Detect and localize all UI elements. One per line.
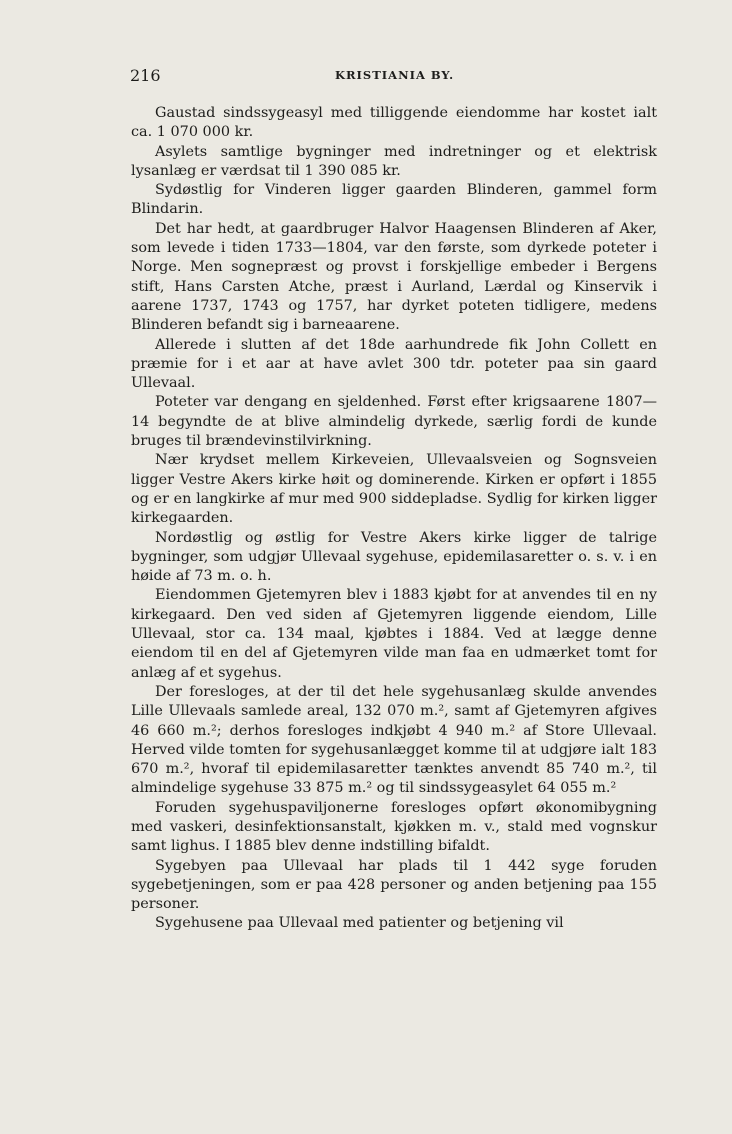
paragraph: Sydøstlig for Vinderen ligger gaarden Blinderen, gammel form Blindarin. xyxy=(131,182,657,218)
paragraph: Sygebyen paa Ullevaal har plads til 1 442 syge foruden sygebetjeningen, som er paa 428 personer og anden betjening paa 155 personer. xyxy=(131,857,657,913)
paragraph: Gaustad sindssygeasyl med tilliggende eiendomme har kostet ialt ca. 1 070 000 kr. xyxy=(131,105,657,141)
paragraph: Foruden sygehuspaviljonerne foresloges opført økonomibygning med vaskeri, desinfektionsanstalt, kjøkken m. v., stald med vognskur samt lighus. I 1885 blev denne indstilling bifaldt. xyxy=(131,799,657,855)
paragraph: Asylets samtlige bygninger med indretninger og et elektrisk lysanlæg er værdsat til 1 390 085 kr. xyxy=(131,143,657,179)
paragraph: Der foresloges, at der til det hele sygehusanlæg skulde anvendes Lille Ullevaals samlede areal, 132 070 m.², samt af Gjetemyren afgives 46 660 m.²; derhos foresloges indkjøbt 4 940 m.² af Store Ullevaal. Herved vilde tomten for sygehusanlægget komme til at udgjøre ialt 183 670 m.², hvoraf til epidemilasaretter tænktes anvendt 85 740 m.², til almindelige sygehuse 33 875 m.² og til sindssygeasylet 64 055 m.² xyxy=(131,683,657,797)
running-title: KRISTIANIA BY. xyxy=(335,68,455,82)
body-text xyxy=(131,104,657,934)
paragraph: Nær krydset mellem Kirkeveien, Ullevaalsveien og Sognsveien ligger Vestre Akers kirke høit og dominerende. Kirken er opført i 1855 og er en langkirke af mur med 900 siddepladse. Sydlig for kirken ligger kirkegaarden. xyxy=(131,452,657,527)
page-header xyxy=(130,66,658,88)
paragraph: Eiendommen Gjetemyren blev i 1883 kjøbt for at anvendes til en ny kirkegaard. Den ved siden af Gjetemyren liggende eiendom, Lille Ullevaal, stor ca. 134 maal, kjøbtes i 1884. Ved at lægge denne eiendom til en del af Gjetemyren vilde man faa en udmærket tomt for anlæg af et sygehus. xyxy=(131,587,657,681)
paragraph: Poteter var dengang en sjeldenhed. Først efter krigsaarene 1807—14 begyndte de at blive almindelig dyrkede, særlig fordi de kunde bruges til brændevinstilvirkning. xyxy=(131,394,657,450)
page-number: 216 xyxy=(130,66,161,85)
paragraph: Nordøstlig og østlig for Vestre Akers kirke ligger de talrige bygninger, som udgjør Ullevaal sygehuse, epidemilasaretter o. s. v. i en høide af 73 m. o. h. xyxy=(131,529,657,585)
paragraph: Allerede i slutten af det 18de aarhundrede fik John Collett en præmie for i et aar at have avlet 300 tdr. poteter paa sin gaard Ullevaal. xyxy=(131,336,657,392)
paragraph: Sygehusene paa Ullevaal med patienter og betjening vil xyxy=(155,915,564,932)
paragraph: Det har hedt, at gaardbruger Halvor Haagensen Blinderen af Aker, som levede i tiden 1733—1804, var den første, som dyrkede poteter i Norge. Men sognepræst og provst i forskjellige embeder i Bergens stift, Hans Carsten Atche, præst i Aurland, Lærdal og Kinservik i aarene 1737, 1743 og 1757, har dyrket poteten tidligere, medens Blinderen befandt sig i barneaarene. xyxy=(131,220,657,334)
